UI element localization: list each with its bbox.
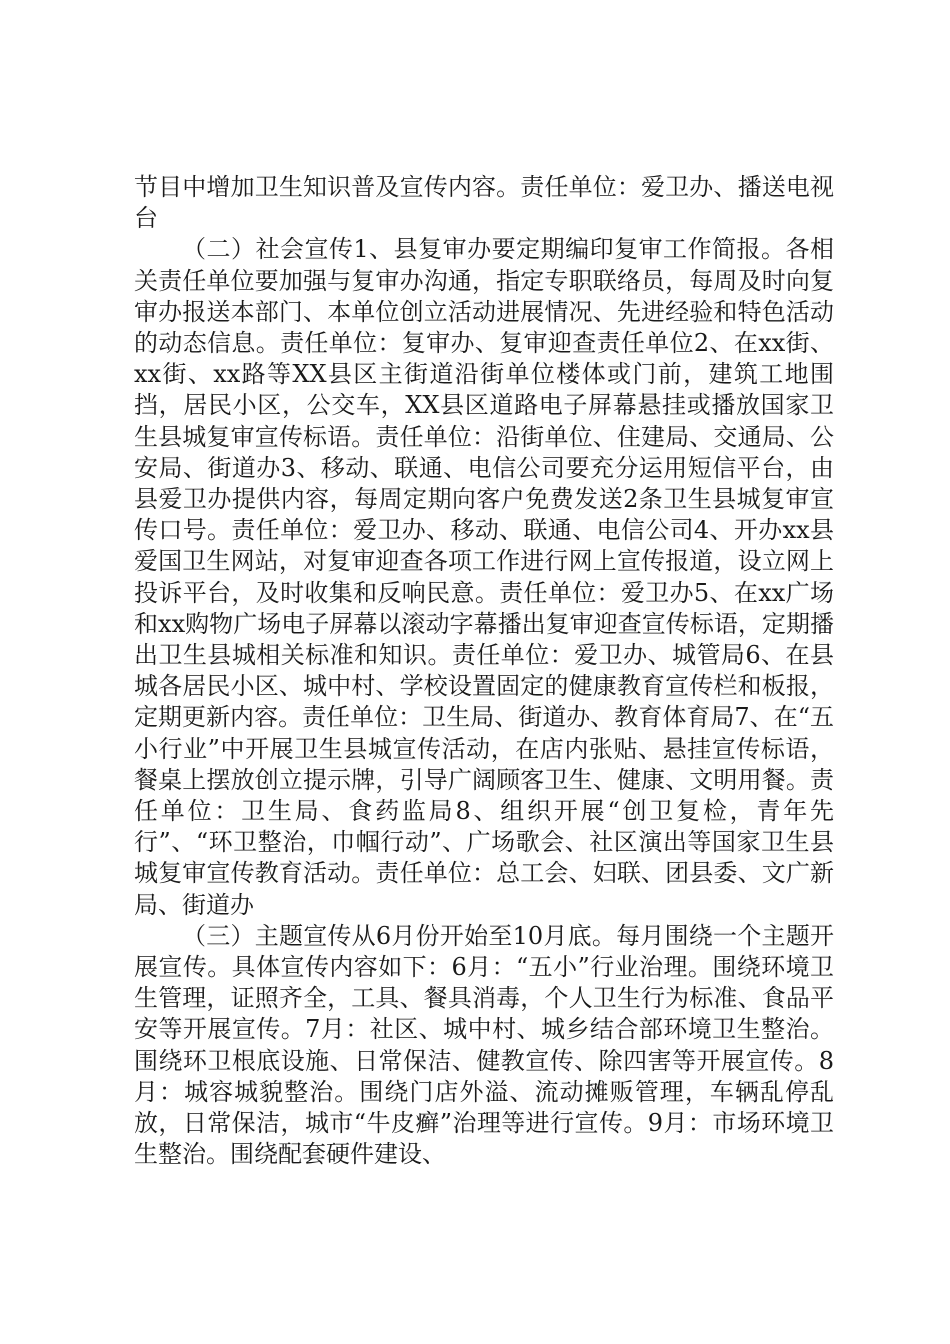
paragraph-theme-publicity: （三）主题宣传从6月份开始至10月底。每月围绕一个主题开展宣传。具体宣传内容如下：6月：“五小”行业治理。围绕环境卫生管理，证照齐全，工具、餐具消毒，个人卫生行为标准、食品平安等开展宣传。7月：社区、城中村、城乡结合部环境卫生整治。围绕环卫根底设施、日常保洁、健教宣传、除四害等开展宣传。8月：城容城貌整治。围绕门店外溢、流动摊贩管理，车辆乱停乱放，日常保洁，城市“牛皮癣”治理等进行宣传。9月：市场环境卫生整治。围绕配套硬件建设、 <box>134 921 834 1169</box>
paragraph-social-publicity: （二）社会宣传1、县复审办要定期编印复审工作简报。各相关责任单位要加强与复审办沟通，指定专职联络员，每周及时向复审办报送本部门、本单位创立活动进展情况、先进经验和特色活动的动态信息。责任单位：复审办、复审迎查责任单位2、在xx街、xx街、xx路等XX县区主街道沿街单位楼体或门前，建筑工地围挡，居民小区，公交车，XX县区道路电子屏幕悬挂或播放国家卫生县城复审宣传标语。责任单位：沿街单位、住建局、交通局、公安局、街道办3、移动、联通、电信公司要充分运用短信平台，由县爱卫办提供内容，每周定期向客户免费发送2条卫生县城复审宣传口号。责任单位：爱卫办、移动、联通、电信公司4、开办xx县爱国卫生网站，对复审迎查各项工作进行网上宣传报道，设立网上投诉平台，及时收集和反响民意。责任单位：爱卫办5、在xx广场和xx购物广场电子屏幕以滚动字幕播出复审迎查宣传标语，定期播出卫生县城相关标准和知识。责任单位：爱卫办、城管局6、在县城各居民小区、城中村、学校设置固定的健康教育宣传栏和板报，定期更新内容。责任单位：卫生局、街道办、教育体育局7、在“五小行业”中开展卫生县城宣传活动，在店内张贴、悬挂宣传标语，餐桌上摆放创立提示牌，引导广阔顾客卫生、健康、文明用餐。责任单位：卫生局、食药监局8、组织开展“创卫复检，青年先行”、“环卫整治，巾帼行动”、广场歌会、社区演出等国家卫生县城复审宣传教育活动。责任单位：总工会、妇联、团县委、文广新局、街道办 <box>134 235 834 919</box>
paragraph-continuation: 节目中增加卫生知识普及宣传内容。责任单位：爱卫办、播送电视台 <box>134 173 834 233</box>
document-body <box>134 172 834 1171</box>
